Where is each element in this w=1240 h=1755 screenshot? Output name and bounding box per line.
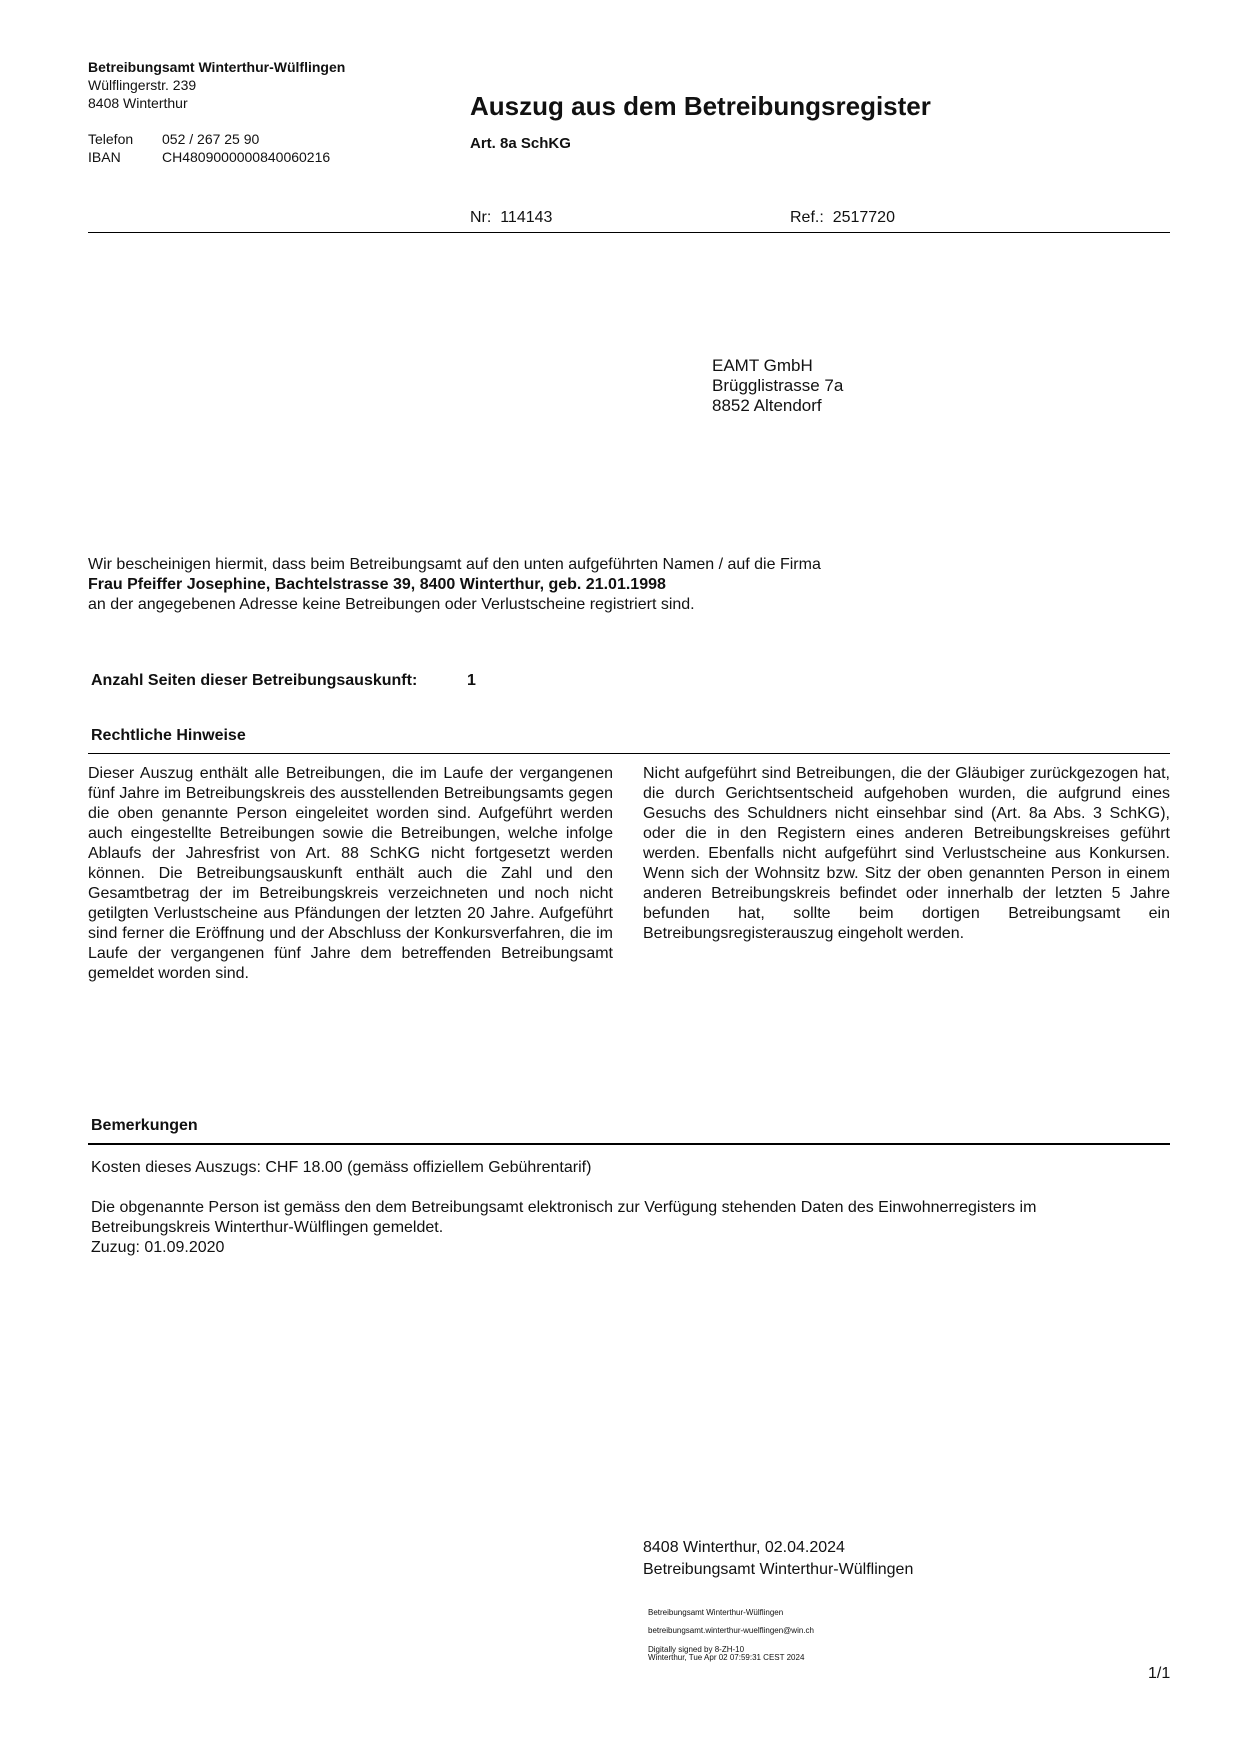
certificate-intro: Wir bescheinigen hiermit, dass beim Betreibungsamt auf den unten aufgeführten Namen / auf die Firma <box>88 556 821 573</box>
recipient-address <box>712 356 843 416</box>
remarks-registration-line-2: Betreibungskreis Winterthur-Wülflingen gemeldet. <box>91 1219 444 1236</box>
page-number: 1/1 <box>1148 1665 1171 1682</box>
iban-number: CH4809000000840060216 <box>162 149 331 165</box>
remarks-move-in: Zuzug: 01.09.2020 <box>91 1239 225 1256</box>
recipient-line-3: 8852 Altendorf <box>712 396 822 415</box>
page-count-label: Anzahl Seiten dieser Betreibungsauskunft: <box>91 672 418 689</box>
legal-heading: Rechtliche Hinweise <box>91 727 246 744</box>
ref-label: Ref.: <box>790 209 824 226</box>
office-street: Wülflingerstr. 239 <box>88 77 197 93</box>
certificate-person: Frau Pfeiffer Josephine, Bachtelstrasse 39, 8400 Winterthur, geb. 21.01.1998 <box>88 576 666 593</box>
document-number <box>470 208 552 228</box>
ref-value: 2517720 <box>832 209 895 226</box>
digital-signature-signer: Digitally signed by 8-ZH-10 <box>648 1645 745 1654</box>
remarks-costs: Kosten dieses Auszugs: CHF 18.00 (gemäss offiziellem Gebührentarif) <box>91 1159 592 1176</box>
legal-divider <box>88 753 1170 754</box>
iban-label: IBAN <box>88 149 121 165</box>
digital-signature-timestamp: Winterthur, Tue Apr 02 07:59:31 CEST 2024 <box>648 1653 805 1662</box>
header-divider <box>88 232 1170 233</box>
legal-text-left: Dieser Auszug enthält alle Betreibungen, die im Laufe der vergangenen fünf Jahre im Betreibungskreis des ausstellenden Betreibungsamts gegen die oben genannte Person eingeleitet worden sind. Aufgeführt werden auch eingestellte Betreibungen sowie die Betreibungen, welche infolge Ablaufs der Jahresfrist von Art. 88 SchKG nicht fortgesetzt werden können. Die Betreibungsauskunft enthält auch die Zahl und den Gesamtbetrag der im Betreibungskreis verzeichneten und noch nicht getilgten Verlustscheine aus Pfändungen der letzten 20 Jahre. Aufgeführt sind ferner die Eröffnung und der Abschluss der Konkursverfahren, die im Laufe der vergangenen fünf Jahre dem betreffenden Betreibungsamt gemeldet worden sind. <box>88 765 613 982</box>
remarks-heading: Bemerkungen <box>91 1117 198 1134</box>
page-title: Auszug aus dem Betreibungsregister <box>470 91 931 121</box>
digital-signature-email: betreibungsamt.winterthur-wuelflingen@win.ch <box>648 1626 814 1635</box>
recipient-line-2: Brügglistrasse 7a <box>712 376 844 395</box>
digital-signature-office: Betreibungsamt Winterthur-Wülflingen <box>648 1608 784 1617</box>
page-count-value: 1 <box>467 672 476 689</box>
page-subtitle: Art. 8a SchKG <box>470 135 571 152</box>
office-name: Betreibungsamt Winterthur-Wülflingen <box>88 59 346 75</box>
remarks-registration-line-1: Die obgenannte Person ist gemäss den dem Betreibungsamt elektronisch zur Verfügung stehenden Daten des Einwohnerregisters im <box>91 1199 1037 1216</box>
certificate-result: an der angegebenen Adresse keine Betreibungen oder Verlustscheine registriert sind. <box>88 596 695 613</box>
signature-place-date: 8408 Winterthur, 02.04.2024 <box>643 1539 845 1556</box>
office-city: 8408 Winterthur <box>88 95 188 111</box>
signature-office: Betreibungsamt Winterthur-Wülflingen <box>643 1561 914 1578</box>
recipient-line-1: EAMT GmbH <box>712 356 813 375</box>
phone-number: 052 / 267 25 90 <box>162 131 260 147</box>
phone-label: Telefon <box>88 131 134 147</box>
legal-text-right: Nicht aufgeführt sind Betreibungen, die der Gläubiger zurückgezogen hat, die durch Gerichtsentscheid aufgehoben wurden, die aufgrund eines Gesuchs des Schuldners nicht einsehbar sind (Art. 8a Abs. 3 SchKG), oder die in den Registern eines anderen Betreibungskreises geführt werden. Ebenfalls nicht aufgeführt sind Verlustscheine aus Konkursen. Wenn sich der Wohnsitz bzw. Sitz der oben genannten Person in einem anderen Betreibungskreis befindet oder innerhalb der letzten 5 Jahre befunden hat, sollte beim dortigen Betreibungsamt ein Betreibungsregisterauszug eingeholt werden. <box>643 765 1170 942</box>
nr-label: Nr: <box>470 209 492 226</box>
reference <box>790 208 895 228</box>
remarks-divider <box>88 1143 1170 1145</box>
nr-value: 114143 <box>500 209 553 226</box>
